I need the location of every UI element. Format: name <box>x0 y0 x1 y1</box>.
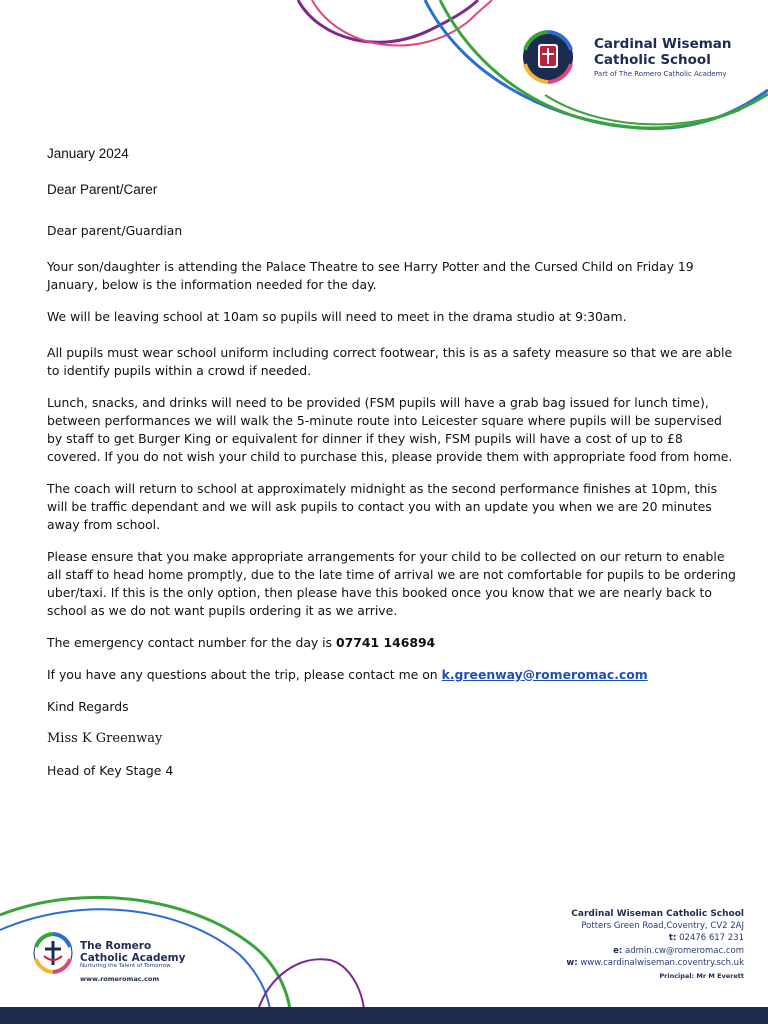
paragraph-trip-intro: Your son/daughter is attending the Palace Theatre to see Harry Potter and the Cursed Child on Friday 19 January, below is the information needed for the day. <box>47 259 694 292</box>
school-crest-logo <box>516 30 580 84</box>
contact-address: Potters Green Road,Coventry, CV2 2AJ <box>581 921 744 932</box>
academy-website: www.romeromac.com <box>80 975 160 983</box>
academy-tagline: Nurturing the Talent of Tomorrow <box>80 963 171 969</box>
contact-email <box>566 945 744 957</box>
website-value: www.cardinalwiseman.coventry.sch.uk <box>580 957 744 968</box>
contact-school-name: Cardinal Wiseman Catholic School <box>571 909 744 919</box>
email-value: admin.cw@romeromac.com <box>624 945 744 956</box>
school-tagline: Part of The Romero Catholic Academy <box>594 70 727 78</box>
questions-text: If you have any questions about the trip, please contact me on <box>47 667 442 682</box>
paragraph-departure: We will be leaving school at 10am so pupils will need to meet in the drama studio at 9:30am. <box>47 309 627 324</box>
contact-email-link[interactable]: k.greenway@romeromac.com <box>441 667 648 682</box>
paragraph-questions <box>47 666 737 684</box>
emergency-text: The emergency contact number for the day is <box>47 635 337 650</box>
telephone-value: 02476 617 231 <box>679 933 744 944</box>
academy-name-line2: Catholic Academy <box>80 952 186 964</box>
letter-salutation: Dear Parent/Carer <box>47 182 158 197</box>
academy-logo <box>32 932 74 974</box>
school-name-line1: Cardinal Wiseman <box>594 36 732 52</box>
paragraph-emergency <box>47 634 737 652</box>
paragraph-return: The coach will return to school at approximately midnight as the second performance finishes at 10pm, this will be traffic dependant and we will ask pupils to contact you with an update you when we are 20 minutes away from school. <box>47 481 718 532</box>
letter-greeting: Dear parent/Guardian <box>47 223 183 238</box>
paragraph-uniform: All pupils must wear school uniform including correct footwear, this is as a safety measure so that we are able to identify pupils within a crowd if needed. <box>47 345 733 378</box>
footer-bar <box>0 1007 768 1024</box>
letter-role: Head of Key Stage 4 <box>47 763 174 778</box>
school-name <box>594 36 732 68</box>
paragraph-lunch: Lunch, snacks, and drinks will need to be provided (FSM pupils will have a grab bag issued for lunch time), between performances we will walk the 5-minute route into Leicester square where pupils will be supervised by staff to get Burger King or equivalent for dinner if they wish, FSM pupils will have a cost of up to £8 covered. If you do not wish your child to purchase this, please provide them with appropriate food from home. <box>47 395 733 464</box>
email-label: e: <box>613 945 623 956</box>
academy-name-line1: The Romero <box>80 940 152 952</box>
telephone-label: t: <box>668 933 677 944</box>
letter-date: January 2024 <box>47 146 129 161</box>
emergency-number: 07741 146894 <box>336 635 436 650</box>
contact-website <box>566 957 744 969</box>
school-contact-block <box>566 908 744 982</box>
academy-name <box>80 940 185 964</box>
contact-telephone <box>566 932 744 944</box>
website-label: w: <box>566 957 578 968</box>
school-name-line2: Catholic School <box>594 52 711 68</box>
contact-principal: Principal: Mr M Everett <box>659 972 744 981</box>
letter-body <box>47 222 737 794</box>
letter-closing: Kind Regards <box>47 699 129 714</box>
paragraph-collection: Please ensure that you make appropriate arrangements for your child to be collected on our return to enable all staff to head home promptly, due to the late time of arrival we are not comfortable for pupils to be ordering uber/taxi. If this is the only option, then please have this booked once you know that we are nearly back to school as we do not want pupils ordering it as we arrive. <box>47 549 736 618</box>
letter-signature: Miss K Greenway <box>47 731 163 746</box>
